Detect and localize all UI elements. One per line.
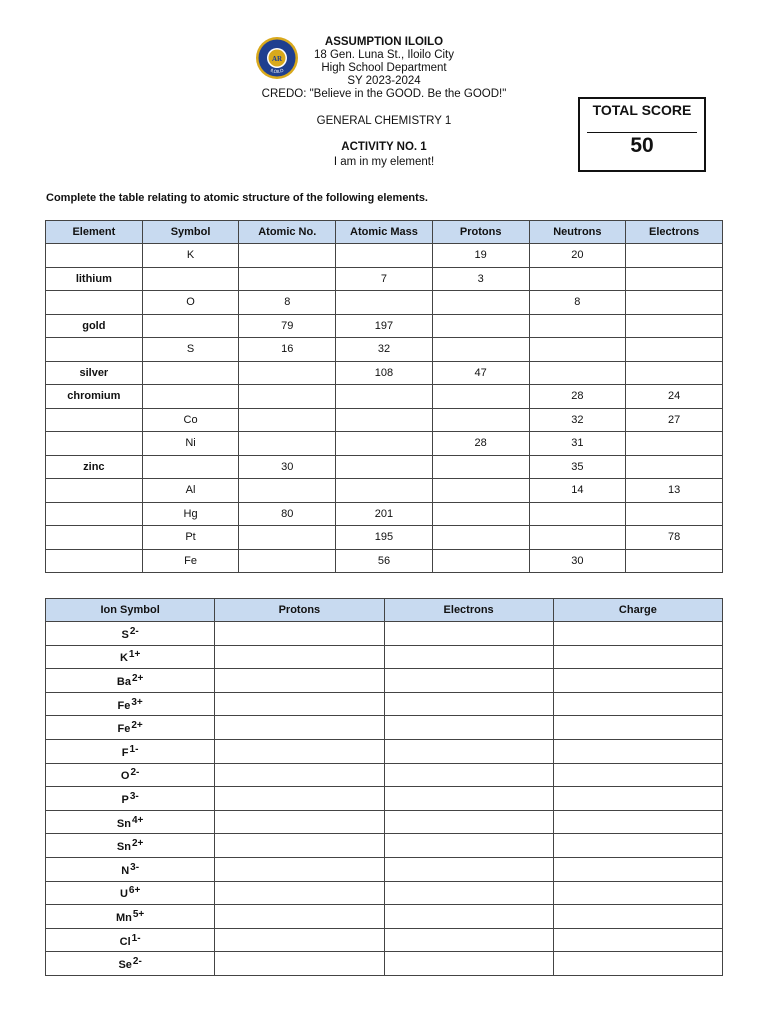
answer-cell[interactable] xyxy=(432,338,529,362)
answer-cell[interactable] xyxy=(215,928,384,952)
ion-symbol-cell xyxy=(46,857,215,881)
answer-cell[interactable] xyxy=(553,739,722,763)
answer-cell[interactable] xyxy=(46,338,143,362)
table-cell: 79 xyxy=(239,314,336,338)
table-cell: 28 xyxy=(529,385,626,409)
ion-charge: 4+ xyxy=(131,814,144,826)
table-cell: 32 xyxy=(529,408,626,432)
table-row xyxy=(46,787,723,811)
table-row xyxy=(46,810,723,834)
table-row xyxy=(46,622,723,646)
ion-symbol: Ba xyxy=(116,675,131,688)
ion-symbol: Fe xyxy=(117,699,131,712)
answer-cell[interactable] xyxy=(142,267,239,291)
ion-symbol-cell xyxy=(46,834,215,858)
ions-table xyxy=(45,598,723,976)
elements-table-header xyxy=(46,221,723,244)
table-row xyxy=(46,244,723,268)
table-cell: Fe xyxy=(142,549,239,573)
table-cell: 47 xyxy=(432,361,529,385)
table-row xyxy=(46,669,723,693)
answer-cell[interactable] xyxy=(215,834,384,858)
ion-symbol: U xyxy=(119,888,128,901)
school-department: High School Department xyxy=(321,62,447,74)
table-cell: 32 xyxy=(336,338,433,362)
answer-cell[interactable] xyxy=(432,408,529,432)
answer-cell[interactable] xyxy=(215,881,384,905)
table-cell: 3 xyxy=(432,267,529,291)
answer-cell[interactable] xyxy=(239,549,336,573)
answer-cell[interactable] xyxy=(46,432,143,456)
answer-cell[interactable] xyxy=(384,857,553,881)
ion-symbol-cell xyxy=(46,763,215,787)
table-cell: 201 xyxy=(336,502,433,526)
table-cell: 13 xyxy=(626,479,723,503)
answer-cell[interactable] xyxy=(384,669,553,693)
answer-cell[interactable] xyxy=(336,244,433,268)
table-cell: silver xyxy=(46,361,143,385)
table-cell: Hg xyxy=(142,502,239,526)
ion-charge: 3- xyxy=(129,790,139,802)
elements-header-cell: Protons xyxy=(432,221,529,244)
table-row xyxy=(46,432,723,456)
answer-cell[interactable] xyxy=(142,455,239,479)
answer-cell[interactable] xyxy=(46,502,143,526)
answer-cell[interactable] xyxy=(336,455,433,479)
ion-charge: 3+ xyxy=(131,696,143,708)
answer-cell[interactable] xyxy=(336,479,433,503)
elements-header-cell: Electrons xyxy=(626,221,723,244)
table-cell: 8 xyxy=(239,291,336,315)
table-row xyxy=(46,645,723,669)
table-cell: 16 xyxy=(239,338,336,362)
table-row xyxy=(46,952,723,976)
answer-cell[interactable] xyxy=(239,479,336,503)
ion-symbol: Mn xyxy=(115,911,132,924)
table-cell: zinc xyxy=(46,455,143,479)
answer-cell[interactable] xyxy=(529,338,626,362)
logo-text-bottom: ILOILO xyxy=(269,67,285,75)
ions-header-cell: Electrons xyxy=(384,599,553,622)
answer-cell[interactable] xyxy=(553,810,722,834)
school-address: 18 Gen. Luna St., Iloilo City xyxy=(314,49,454,61)
table-cell: O xyxy=(142,291,239,315)
answer-cell[interactable] xyxy=(239,385,336,409)
answer-cell[interactable] xyxy=(215,857,384,881)
ion-charge: 3- xyxy=(130,861,140,873)
answer-cell[interactable] xyxy=(626,267,723,291)
school-credo: CREDO: "Believe in the GOOD. Be the GOOD!" xyxy=(261,88,507,100)
ion-symbol-cell xyxy=(46,881,215,905)
school-name: ASSUMPTION ILOILO xyxy=(324,36,444,48)
ion-charge: 2+ xyxy=(131,720,143,732)
table-cell: chromium xyxy=(46,385,143,409)
answer-cell[interactable] xyxy=(553,928,722,952)
table-row xyxy=(46,549,723,573)
table-cell: 197 xyxy=(336,314,433,338)
answer-cell[interactable] xyxy=(46,479,143,503)
answer-cell[interactable] xyxy=(553,645,722,669)
ions-header-cell: Charge xyxy=(553,599,722,622)
table-cell: Co xyxy=(142,408,239,432)
answer-cell[interactable] xyxy=(626,455,723,479)
ion-symbol: K xyxy=(119,652,128,665)
ion-symbol: Se xyxy=(118,959,132,972)
answer-cell[interactable] xyxy=(553,622,722,646)
table-cell: 19 xyxy=(432,244,529,268)
table-cell: 20 xyxy=(529,244,626,268)
answer-cell[interactable] xyxy=(626,549,723,573)
table-cell: gold xyxy=(46,314,143,338)
table-cell: lithium xyxy=(46,267,143,291)
answer-cell[interactable] xyxy=(432,314,529,338)
table-cell: 195 xyxy=(336,526,433,550)
answer-cell[interactable] xyxy=(529,267,626,291)
answer-cell[interactable] xyxy=(142,314,239,338)
ion-symbol: S xyxy=(121,628,129,641)
answer-cell[interactable] xyxy=(215,739,384,763)
ion-charge: 2+ xyxy=(131,838,144,850)
table-row xyxy=(46,692,723,716)
ion-symbol-cell xyxy=(46,669,215,693)
elements-header-cell: Atomic Mass xyxy=(336,221,433,244)
ion-charge: 1+ xyxy=(128,649,141,661)
answer-cell[interactable] xyxy=(553,834,722,858)
ion-symbol: N xyxy=(121,864,130,877)
ion-charge: 1- xyxy=(129,743,139,755)
table-row xyxy=(46,763,723,787)
subject-title: GENERAL CHEMISTRY 1 xyxy=(316,115,452,127)
ion-symbol-cell xyxy=(46,928,215,952)
ion-charge: 2- xyxy=(130,767,140,779)
table-row xyxy=(46,739,723,763)
total-score-label: TOTAL SCORE xyxy=(592,102,692,118)
answer-cell[interactable] xyxy=(384,928,553,952)
instructions: Complete the table relating to atomic structure of the following elements. xyxy=(46,192,428,204)
table-row xyxy=(46,928,723,952)
answer-cell[interactable] xyxy=(384,739,553,763)
table-cell: 27 xyxy=(626,408,723,432)
table-cell: K xyxy=(142,244,239,268)
ions-header-cell: Protons xyxy=(215,599,384,622)
answer-cell[interactable] xyxy=(553,881,722,905)
ion-symbol: Sn xyxy=(116,841,131,854)
answer-cell[interactable] xyxy=(239,432,336,456)
answer-cell[interactable] xyxy=(432,549,529,573)
table-row xyxy=(46,857,723,881)
answer-cell[interactable] xyxy=(432,455,529,479)
answer-cell[interactable] xyxy=(626,432,723,456)
ion-symbol: O xyxy=(120,770,130,783)
ion-charge: 6+ xyxy=(128,885,141,897)
answer-cell[interactable] xyxy=(215,787,384,811)
answer-cell[interactable] xyxy=(46,244,143,268)
answer-cell[interactable] xyxy=(336,432,433,456)
answer-cell[interactable] xyxy=(529,314,626,338)
table-row xyxy=(46,385,723,409)
answer-cell[interactable] xyxy=(553,763,722,787)
total-score-box xyxy=(578,97,706,172)
table-cell: 78 xyxy=(626,526,723,550)
ion-symbol: F xyxy=(121,746,129,759)
ion-symbol-cell xyxy=(46,787,215,811)
table-cell: 56 xyxy=(336,549,433,573)
table-row xyxy=(46,267,723,291)
ion-charge: 5+ xyxy=(132,908,145,920)
ion-symbol: Cl xyxy=(119,935,131,948)
ion-symbol-cell xyxy=(46,810,215,834)
ion-charge: 2- xyxy=(132,956,142,968)
activity-title: ACTIVITY NO. 1 xyxy=(341,141,427,153)
answer-cell[interactable] xyxy=(215,716,384,740)
answer-cell[interactable] xyxy=(239,408,336,432)
activity-subtitle: I am in my element! xyxy=(333,156,435,168)
table-row xyxy=(46,314,723,338)
answer-cell[interactable] xyxy=(384,716,553,740)
table-cell: 14 xyxy=(529,479,626,503)
answer-cell[interactable] xyxy=(553,857,722,881)
answer-cell[interactable] xyxy=(553,692,722,716)
answer-cell[interactable] xyxy=(432,291,529,315)
answer-cell[interactable] xyxy=(384,952,553,976)
answer-cell[interactable] xyxy=(529,502,626,526)
answer-cell[interactable] xyxy=(384,692,553,716)
table-row xyxy=(46,291,723,315)
table-cell: 28 xyxy=(432,432,529,456)
table-row xyxy=(46,361,723,385)
ion-symbol: Fe xyxy=(117,723,131,736)
answer-cell[interactable] xyxy=(384,810,553,834)
elements-table xyxy=(45,220,723,573)
answer-cell[interactable] xyxy=(384,834,553,858)
answer-cell[interactable] xyxy=(626,244,723,268)
answer-cell[interactable] xyxy=(432,385,529,409)
table-row xyxy=(46,716,723,740)
answer-cell[interactable] xyxy=(626,291,723,315)
table-row xyxy=(46,881,723,905)
answer-cell[interactable] xyxy=(142,385,239,409)
answer-cell[interactable] xyxy=(215,763,384,787)
answer-cell[interactable] xyxy=(529,526,626,550)
table-cell: 30 xyxy=(529,549,626,573)
table-cell: 31 xyxy=(529,432,626,456)
answer-cell[interactable] xyxy=(553,905,722,929)
ion-symbol-cell xyxy=(46,739,215,763)
answer-cell[interactable] xyxy=(384,645,553,669)
table-cell: 8 xyxy=(529,291,626,315)
answer-cell[interactable] xyxy=(432,502,529,526)
answer-cell[interactable] xyxy=(553,787,722,811)
answer-cell[interactable] xyxy=(553,952,722,976)
logo-monogram: AR xyxy=(271,55,283,63)
school-year: SY 2023-2024 xyxy=(347,75,421,87)
ion-symbol-cell xyxy=(46,622,215,646)
answer-cell[interactable] xyxy=(46,291,143,315)
answer-cell[interactable] xyxy=(432,479,529,503)
answer-cell[interactable] xyxy=(626,314,723,338)
ion-symbol: P xyxy=(121,793,129,806)
score-divider xyxy=(587,132,697,133)
answer-cell[interactable] xyxy=(384,881,553,905)
answer-cell[interactable] xyxy=(384,905,553,929)
answer-cell[interactable] xyxy=(215,810,384,834)
ion-charge: 2- xyxy=(129,625,139,637)
answer-cell[interactable] xyxy=(336,385,433,409)
ion-symbol-cell xyxy=(46,716,215,740)
answer-cell[interactable] xyxy=(529,361,626,385)
answer-cell[interactable] xyxy=(626,361,723,385)
elements-header-cell: Symbol xyxy=(142,221,239,244)
answer-cell[interactable] xyxy=(336,408,433,432)
answer-cell[interactable] xyxy=(215,622,384,646)
table-cell: Pt xyxy=(142,526,239,550)
answer-cell[interactable] xyxy=(46,549,143,573)
table-row xyxy=(46,455,723,479)
elements-header-cell: Element xyxy=(46,221,143,244)
answer-cell[interactable] xyxy=(553,716,722,740)
answer-cell[interactable] xyxy=(46,526,143,550)
answer-cell[interactable] xyxy=(239,361,336,385)
answer-cell[interactable] xyxy=(384,763,553,787)
table-cell: Al xyxy=(142,479,239,503)
table-cell: Ni xyxy=(142,432,239,456)
table-cell: S xyxy=(142,338,239,362)
elements-header-cell: Atomic No. xyxy=(239,221,336,244)
answer-cell[interactable] xyxy=(239,244,336,268)
answer-cell[interactable] xyxy=(336,291,433,315)
table-row xyxy=(46,834,723,858)
elements-header-cell: Neutrons xyxy=(529,221,626,244)
answer-cell[interactable] xyxy=(432,526,529,550)
answer-cell[interactable] xyxy=(553,669,722,693)
ion-charge: 1- xyxy=(131,932,141,944)
ion-symbol-cell xyxy=(46,952,215,976)
answer-cell[interactable] xyxy=(215,905,384,929)
answer-cell[interactable] xyxy=(626,338,723,362)
answer-cell[interactable] xyxy=(215,952,384,976)
ion-symbol: Sn xyxy=(116,817,131,830)
answer-cell[interactable] xyxy=(384,787,553,811)
table-row xyxy=(46,905,723,929)
ions-header-cell: Ion Symbol xyxy=(46,599,215,622)
answer-cell[interactable] xyxy=(46,408,143,432)
table-cell: 108 xyxy=(336,361,433,385)
ion-charge: 2+ xyxy=(131,672,144,684)
table-cell: 35 xyxy=(529,455,626,479)
table-row xyxy=(46,526,723,550)
table-row xyxy=(46,502,723,526)
table-cell: 7 xyxy=(336,267,433,291)
ion-symbol-cell xyxy=(46,645,215,669)
school-header xyxy=(0,36,768,101)
table-cell: 24 xyxy=(626,385,723,409)
ion-symbol-cell xyxy=(46,905,215,929)
table-row xyxy=(46,479,723,503)
ions-table-header xyxy=(46,599,723,622)
table-cell: 30 xyxy=(239,455,336,479)
answer-cell[interactable] xyxy=(626,502,723,526)
ion-symbol-cell xyxy=(46,692,215,716)
table-row xyxy=(46,408,723,432)
answer-cell[interactable] xyxy=(215,669,384,693)
answer-cell[interactable] xyxy=(215,692,384,716)
answer-cell[interactable] xyxy=(142,361,239,385)
table-cell: 80 xyxy=(239,502,336,526)
answer-cell[interactable] xyxy=(384,622,553,646)
table-row xyxy=(46,338,723,362)
answer-cell[interactable] xyxy=(239,526,336,550)
answer-cell[interactable] xyxy=(215,645,384,669)
total-score-value: 50 xyxy=(630,134,654,157)
answer-cell[interactable] xyxy=(239,267,336,291)
